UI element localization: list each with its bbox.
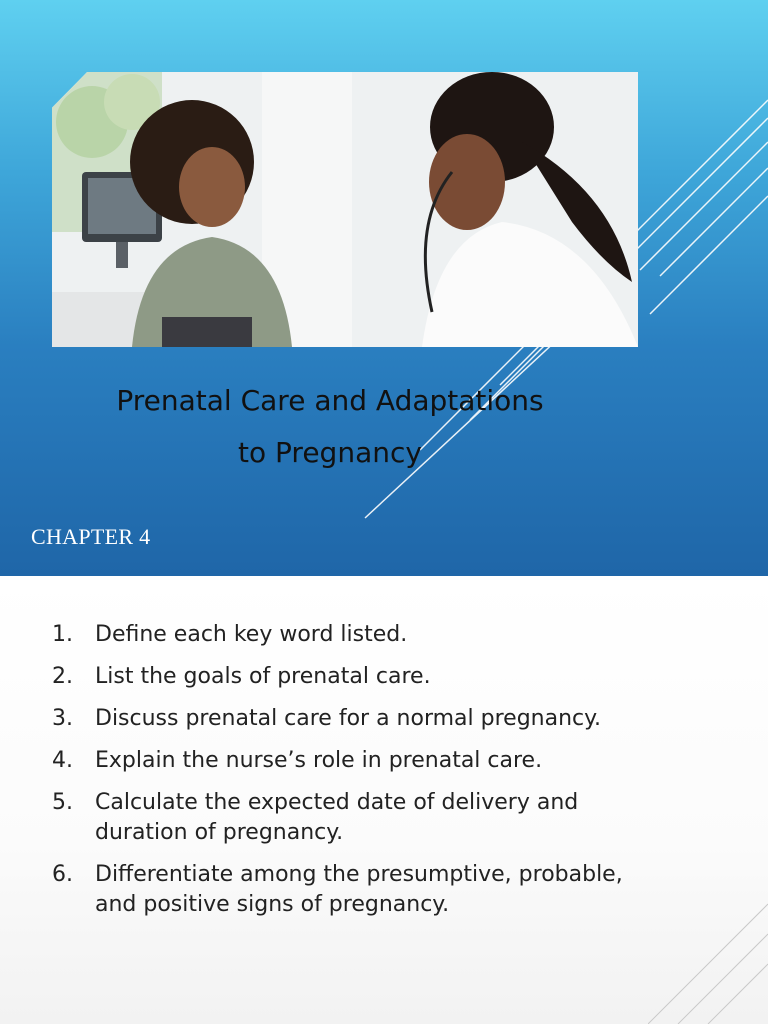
objective-text: Explain the nurse’s role in prenatal care. [95, 748, 543, 773]
objective-number: 1. [52, 622, 73, 647]
objective-item [0, 704, 660, 734]
objective-text: Differentiate among the presumptive, probable, and positive signs of pregnancy. [95, 862, 623, 917]
objective-text: Calculate the expected date of delivery and duration of pregnancy. [95, 790, 579, 845]
objective-item [0, 620, 660, 650]
objective-text: List the goals of prenatal care. [95, 664, 431, 689]
photo-doctor-patient-icon [52, 72, 638, 347]
corner-decorative-lines [648, 894, 768, 1024]
objective-item [0, 788, 660, 848]
objectives-slide [0, 576, 768, 1024]
objective-item [0, 860, 660, 920]
objective-text: Discuss prenatal care for a normal pregnancy. [95, 706, 601, 731]
chapter-label: CHAPTER 4 [31, 524, 151, 549]
objective-number: 5. [52, 790, 73, 815]
doctor-patient-photo [52, 72, 638, 347]
objective-number: 4. [52, 748, 73, 773]
objective-item [0, 746, 660, 776]
objective-number: 3. [52, 706, 73, 731]
objective-number: 6. [52, 862, 73, 887]
objectives-list [0, 620, 660, 932]
objective-item [0, 662, 660, 692]
title-line-2: to Pregnancy [238, 436, 422, 469]
title-line-1: Prenatal Care and Adaptations [116, 384, 544, 417]
slide-title [0, 375, 660, 479]
objective-number: 2. [52, 664, 73, 689]
objective-text: Define each key word listed. [95, 622, 408, 647]
